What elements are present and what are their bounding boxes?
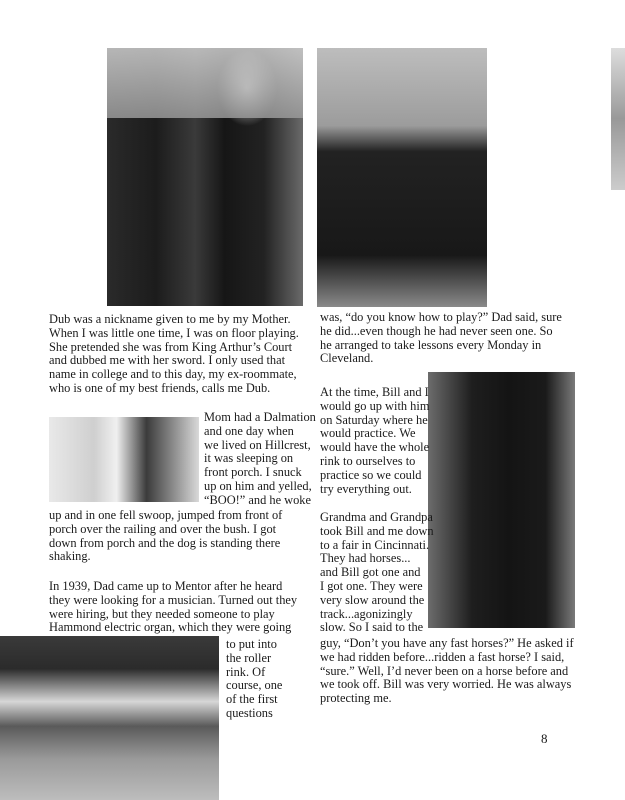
paragraph-fair-horses-wrap: Grandma and Grandpa took Bill and me down to a fair in Cincinnati. They had horses... and Bill got one and I got one. They were very slow around the track...agonizingly slow. So I said to the — [320, 510, 434, 635]
photo-edge-cropped — [611, 48, 625, 190]
paragraph-dalmation-wrap: Mom had a Dalmation and one day when we lived on Hillcrest, it was sleeping on front porch. I snuck up on him and yelled, “BOO!” and he woke — [204, 410, 316, 507]
paragraph-dub-nickname: Dub was a nickname given to me by my Mother. When I was little one time, I was on floor playing. She pretended she was from King Arthur’s Court and dubbed me with her sword. I only used that name in college and to this day, my ex-roommate, who is one of my best friends, calls me Dub. — [49, 312, 299, 395]
photo-family-portrait — [107, 48, 303, 306]
page-number: 8 — [541, 731, 548, 746]
paragraph-organ-lessons: was, “do you know how to play?” Dad said, sure he did...even though he had never seen one. So he arranged to take lessons every Monday in Cleveland. — [320, 310, 562, 366]
paragraph-saturday-practice: At the time, Bill and I would go up with him on Saturday where he would practice. We would have the whole rink to ourselves to practice so we could try everything out. — [320, 385, 430, 496]
photo-dad-and-boys — [317, 48, 487, 307]
paragraph-fair-horses-rest: guy, “Don’t you have any fast horses?” He asked if we had ridden before...ridden a fast horse? I said, “sure.” Well, I’d never been on a horse before and we took off. Bill was very worried. He was always protecting me. — [320, 636, 574, 706]
paragraph-dalmation-rest: up and in one fell swoop, jumped from front of porch over the railing and over the bush. I got down from porch and the dog is standing there shaking. — [49, 508, 283, 564]
photo-roller-rink — [0, 636, 219, 800]
photo-boys-roller-skating — [428, 372, 575, 628]
paragraph-1939-wrap: to put into the roller rink. Of course, one of the first questions — [226, 637, 283, 720]
paragraph-1939-mentor: In 1939, Dad came up to Mentor after he heard they were looking for a musician. Turned out they were hiring, but they needed someone to play Hammond electric organ, which they were going — [49, 579, 298, 635]
photo-mom-with-dalmatian — [49, 417, 199, 502]
